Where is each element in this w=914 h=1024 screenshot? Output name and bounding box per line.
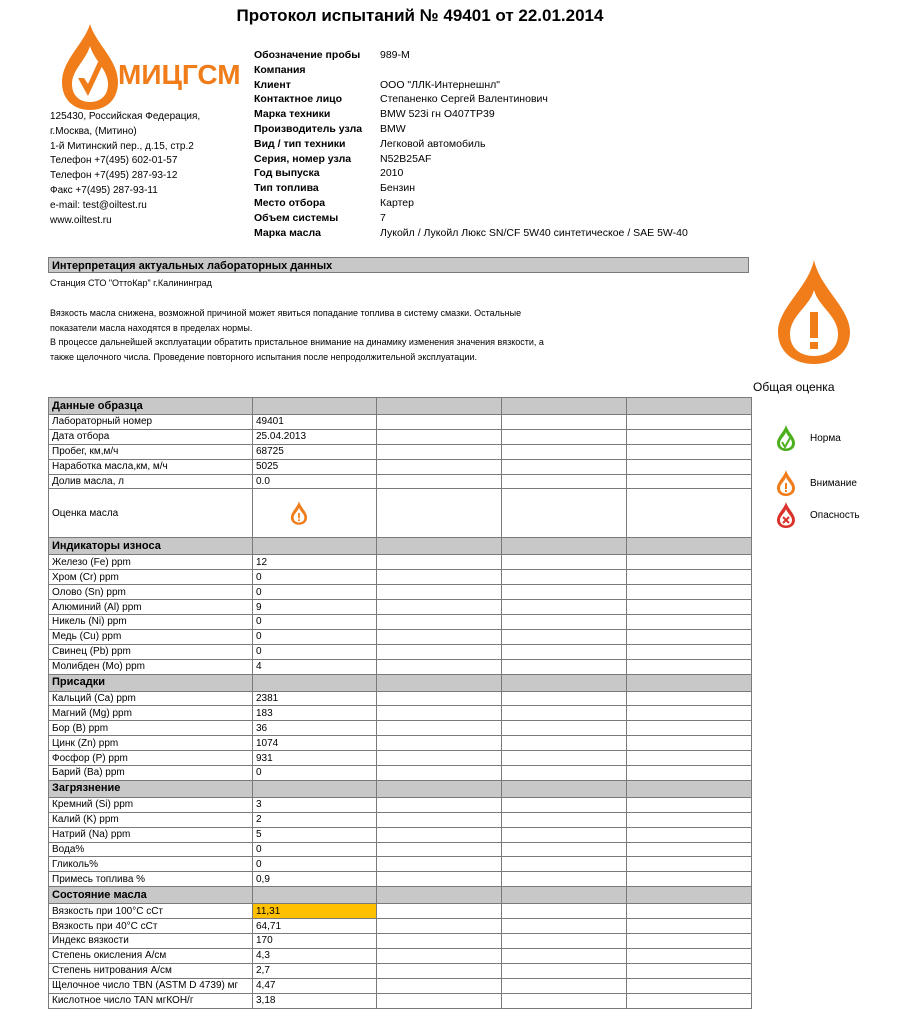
results-table xyxy=(48,397,752,1009)
row-value: 0 xyxy=(253,766,377,781)
meta-value: Картер xyxy=(380,196,414,209)
empty-cell xyxy=(627,415,752,430)
empty-cell xyxy=(377,600,502,615)
table-row xyxy=(49,978,752,993)
section-header-cell xyxy=(627,538,752,555)
row-label: Медь (Cu) ppm xyxy=(49,629,253,644)
empty-cell xyxy=(627,904,752,919)
section-heading: Индикаторы износа xyxy=(49,538,253,555)
empty-cell xyxy=(502,629,627,644)
section-header-cell xyxy=(627,887,752,904)
row-label: Молибден (Mo) ppm xyxy=(49,659,253,674)
table-row xyxy=(49,812,752,827)
empty-cell xyxy=(627,570,752,585)
section-header-row xyxy=(49,887,752,904)
meta-label: Место отбора xyxy=(254,196,326,209)
empty-cell xyxy=(627,555,752,570)
empty-cell xyxy=(377,415,502,430)
section-header-cell xyxy=(377,674,502,691)
empty-cell xyxy=(377,429,502,444)
empty-cell xyxy=(377,842,502,857)
empty-cell xyxy=(627,644,752,659)
empty-cell xyxy=(377,444,502,459)
section-header-cell xyxy=(502,538,627,555)
meta-value: 7 xyxy=(380,211,386,224)
meta-label: Контактное лицо xyxy=(254,93,343,106)
empty-cell xyxy=(502,600,627,615)
empty-cell xyxy=(627,993,752,1008)
legend-label: Норма xyxy=(810,432,841,444)
row-value: 11,31 xyxy=(253,904,377,919)
empty-cell xyxy=(502,857,627,872)
row-label: Никель (Ni) ppm xyxy=(49,615,253,630)
legend-label: Опасность xyxy=(810,509,860,521)
row-value: 0.0 xyxy=(253,474,377,489)
section-heading: Данные образца xyxy=(49,398,253,415)
meta-row xyxy=(254,152,688,167)
row-value: 9 xyxy=(253,600,377,615)
row-value: 4,3 xyxy=(253,948,377,963)
table-row xyxy=(49,629,752,644)
empty-cell xyxy=(502,827,627,842)
meta-row xyxy=(254,211,688,226)
table-row xyxy=(49,736,752,751)
empty-cell xyxy=(502,429,627,444)
empty-cell xyxy=(502,963,627,978)
empty-cell xyxy=(377,615,502,630)
row-label: Щелочное число TBN (ASTM D 4739) мг xyxy=(49,978,253,993)
sample-meta xyxy=(254,48,688,240)
empty-cell xyxy=(502,978,627,993)
row-label: Оценка масла xyxy=(49,489,253,538)
row-label: Натрий (Na) ppm xyxy=(49,827,253,842)
empty-cell xyxy=(502,585,627,600)
empty-cell xyxy=(627,963,752,978)
table-row xyxy=(49,919,752,934)
meta-row xyxy=(254,63,688,78)
empty-cell xyxy=(377,706,502,721)
company-line: 1-й Митинский пер., д.15, стр.2 xyxy=(50,140,194,152)
legend-label: Внимание xyxy=(810,477,857,489)
empty-cell xyxy=(502,659,627,674)
empty-cell xyxy=(502,444,627,459)
row-label: Бор (B) ppm xyxy=(49,721,253,736)
empty-cell xyxy=(377,585,502,600)
cross-drop-icon xyxy=(776,501,796,529)
meta-row xyxy=(254,122,688,137)
empty-cell xyxy=(627,919,752,934)
table-row xyxy=(49,993,752,1008)
empty-cell xyxy=(627,691,752,706)
row-value: 2 xyxy=(253,812,377,827)
row-label: Кремний (Si) ppm xyxy=(49,797,253,812)
logo-text: МИЦГСМ xyxy=(118,59,241,90)
company-line: Телефон +7(495) 602-01-57 xyxy=(50,155,178,167)
row-label: Пробег, км,м/ч xyxy=(49,444,253,459)
row-value: 5 xyxy=(253,827,377,842)
empty-cell xyxy=(502,919,627,934)
meta-label: Компания xyxy=(254,63,306,76)
empty-cell xyxy=(627,721,752,736)
meta-row xyxy=(254,48,688,63)
section-header-cell xyxy=(377,780,502,797)
empty-cell xyxy=(627,600,752,615)
row-label: Кальций (Ca) ppm xyxy=(49,691,253,706)
empty-cell xyxy=(377,459,502,474)
empty-cell xyxy=(627,978,752,993)
empty-cell xyxy=(377,948,502,963)
meta-value: ООО "ЛЛК-Интернешнл" xyxy=(380,78,500,91)
empty-cell xyxy=(502,489,627,538)
meta-value: Легковой автомобиль xyxy=(380,137,486,150)
table-row xyxy=(49,706,752,721)
row-value: 183 xyxy=(253,706,377,721)
meta-label: Объем системы xyxy=(254,211,339,224)
empty-cell xyxy=(377,919,502,934)
row-label: Барий (Ba) ppm xyxy=(49,766,253,781)
row-value: 12 xyxy=(253,555,377,570)
row-value: 170 xyxy=(253,934,377,949)
table-row xyxy=(49,691,752,706)
page-title: Протокол испытаний № 49401 от 22.01.2014 xyxy=(236,6,604,25)
empty-cell xyxy=(377,736,502,751)
meta-label: Клиент xyxy=(254,78,291,91)
empty-cell xyxy=(627,857,752,872)
table-row xyxy=(49,766,752,781)
section-header-cell xyxy=(502,674,627,691)
empty-cell xyxy=(502,812,627,827)
section-header-cell xyxy=(627,398,752,415)
table-row xyxy=(49,963,752,978)
section-heading: Загрязнение xyxy=(49,780,253,797)
row-label: Хром (Cr) ppm xyxy=(49,570,253,585)
row-value: 0 xyxy=(253,857,377,872)
row-value: 0 xyxy=(253,629,377,644)
empty-cell xyxy=(502,721,627,736)
row-value: 3 xyxy=(253,797,377,812)
table-row xyxy=(49,934,752,949)
table-row xyxy=(49,644,752,659)
table-row xyxy=(49,459,752,474)
meta-value: BMW 523i гн О407ТР39 xyxy=(380,108,495,121)
row-label: Кислотное число TAN мгКОН/г xyxy=(49,993,253,1008)
empty-cell xyxy=(502,415,627,430)
empty-cell xyxy=(502,474,627,489)
company-line: г.Москва, (Митино) xyxy=(50,125,137,137)
empty-cell xyxy=(502,842,627,857)
row-value: 64,71 xyxy=(253,919,377,934)
overall-warning-drop-icon xyxy=(774,258,854,368)
table-row xyxy=(49,904,752,919)
row-label: Лабораторный номер xyxy=(49,415,253,430)
company-website: www.oiltest.ru xyxy=(50,214,112,226)
empty-cell xyxy=(377,963,502,978)
meta-label: Марка техники xyxy=(254,108,331,121)
row-value: 3,18 xyxy=(253,993,377,1008)
empty-cell xyxy=(627,827,752,842)
section-header-cell xyxy=(377,538,502,555)
section-header-cell xyxy=(253,538,377,555)
interpretation-heading: Интерпретация актуальных лабораторных данных xyxy=(48,257,749,273)
row-value: 931 xyxy=(253,751,377,766)
meta-value: Лукойл / Лукойл Люкс SN/CF 5W40 синтетическое / SAE 5W-40 xyxy=(380,226,688,239)
empty-cell xyxy=(627,659,752,674)
section-header-cell xyxy=(502,398,627,415)
empty-cell xyxy=(502,736,627,751)
section-header-row xyxy=(49,538,752,555)
interpretation-text xyxy=(50,306,570,364)
row-label: Степень нитрования А/см xyxy=(49,963,253,978)
table-row xyxy=(49,721,752,736)
section-header-row xyxy=(49,780,752,797)
empty-cell xyxy=(627,489,752,538)
row-label: Наработка масла,км, м/ч xyxy=(49,459,253,474)
meta-row xyxy=(254,181,688,196)
empty-cell xyxy=(377,659,502,674)
section-header-cell xyxy=(377,887,502,904)
empty-cell xyxy=(377,857,502,872)
meta-row xyxy=(254,226,688,241)
empty-cell xyxy=(377,570,502,585)
row-label: Вязкость при 100°С сСт xyxy=(49,904,253,919)
empty-cell xyxy=(502,797,627,812)
row-value: 49401 xyxy=(253,415,377,430)
empty-cell xyxy=(502,555,627,570)
meta-row xyxy=(254,107,688,122)
meta-label: Тип топлива xyxy=(254,182,319,195)
table-row xyxy=(49,600,752,615)
empty-cell xyxy=(502,644,627,659)
table-row xyxy=(49,659,752,674)
meta-row xyxy=(254,78,688,93)
meta-value: Степаненко Сергей Валентинович xyxy=(380,93,548,106)
section-header-cell xyxy=(502,780,627,797)
meta-row xyxy=(254,196,688,211)
empty-cell xyxy=(627,812,752,827)
empty-cell xyxy=(627,585,752,600)
meta-row xyxy=(254,137,688,152)
empty-cell xyxy=(627,797,752,812)
meta-label: Вид / тип техники xyxy=(254,137,346,150)
empty-cell xyxy=(502,570,627,585)
legend-danger xyxy=(776,501,860,529)
empty-cell xyxy=(377,489,502,538)
table-row xyxy=(49,570,752,585)
station-name: Станция СТО "ОттоКар" г.Калининград xyxy=(50,278,212,288)
empty-cell xyxy=(502,751,627,766)
section-header-cell xyxy=(502,887,627,904)
row-value: 36 xyxy=(253,721,377,736)
row-label: Степень окисления А/см xyxy=(49,948,253,963)
row-value: 0 xyxy=(253,615,377,630)
row-value: 0 xyxy=(253,585,377,600)
section-header-row xyxy=(49,398,752,415)
legend-attention xyxy=(776,469,857,497)
empty-cell xyxy=(502,934,627,949)
table-row xyxy=(49,857,752,872)
empty-cell xyxy=(502,872,627,887)
table-row xyxy=(49,585,752,600)
row-value xyxy=(253,489,377,538)
table-row xyxy=(49,948,752,963)
meta-label: Год выпуска xyxy=(254,167,320,180)
row-value: 4,47 xyxy=(253,978,377,993)
empty-cell xyxy=(627,706,752,721)
row-value: 0 xyxy=(253,842,377,857)
empty-cell xyxy=(627,736,752,751)
row-label: Фосфор (P) ppm xyxy=(49,751,253,766)
meta-label: Производитель узла xyxy=(254,122,363,135)
meta-value: BMW xyxy=(380,122,406,135)
section-header-cell xyxy=(377,398,502,415)
empty-cell xyxy=(627,872,752,887)
empty-cell xyxy=(377,751,502,766)
empty-cell xyxy=(502,615,627,630)
empty-cell xyxy=(502,766,627,781)
row-value: 0,9 xyxy=(253,872,377,887)
row-label: Долив масла, л xyxy=(49,474,253,489)
row-value: 68725 xyxy=(253,444,377,459)
empty-cell xyxy=(377,934,502,949)
table-row xyxy=(49,872,752,887)
row-label: Гликоль% xyxy=(49,857,253,872)
empty-cell xyxy=(377,474,502,489)
section-heading: Состояние масла xyxy=(49,887,253,904)
empty-cell xyxy=(502,904,627,919)
section-header-cell xyxy=(627,780,752,797)
empty-cell xyxy=(502,993,627,1008)
row-value: 0 xyxy=(253,644,377,659)
empty-cell xyxy=(502,691,627,706)
row-label: Алюминий (Al) ppm xyxy=(49,600,253,615)
empty-cell xyxy=(627,459,752,474)
check-drop-icon xyxy=(776,424,796,452)
row-label: Вода% xyxy=(49,842,253,857)
table-row xyxy=(49,489,752,538)
empty-cell xyxy=(377,691,502,706)
meta-row xyxy=(254,92,688,107)
empty-cell xyxy=(377,812,502,827)
row-label: Свинец (Pb) ppm xyxy=(49,644,253,659)
empty-cell xyxy=(377,644,502,659)
empty-cell xyxy=(627,444,752,459)
meta-label: Марка масла xyxy=(254,226,321,239)
empty-cell xyxy=(627,948,752,963)
row-value: 1074 xyxy=(253,736,377,751)
interpretation-line: Вязкость масла снижена, возможной причиной может явиться попадание топлива в систему смазки. Остальные xyxy=(50,308,522,318)
empty-cell xyxy=(377,872,502,887)
row-label: Индекс вязкости xyxy=(49,934,253,949)
table-row xyxy=(49,615,752,630)
section-header-cell xyxy=(253,780,377,797)
empty-cell xyxy=(502,948,627,963)
meta-value: N52B25AF xyxy=(380,152,432,165)
company-line: 125430, Российская Федерация, xyxy=(50,111,201,122)
table-row xyxy=(49,797,752,812)
empty-cell xyxy=(377,978,502,993)
empty-cell xyxy=(377,827,502,842)
interpretation-line: также щелочного числа. Проведение повторного испытания после непродолжительной эксплуатации. xyxy=(50,351,477,362)
meta-value: 2010 xyxy=(380,167,404,180)
section-header-cell xyxy=(253,398,377,415)
row-label: Цинк (Zn) ppm xyxy=(49,736,253,751)
table-row xyxy=(49,474,752,489)
empty-cell xyxy=(627,842,752,857)
section-header-cell xyxy=(253,887,377,904)
row-label: Примесь топлива % xyxy=(49,872,253,887)
company-email: e-mail: test@oiltest.ru xyxy=(50,199,147,211)
empty-cell xyxy=(377,766,502,781)
meta-label: Обозначение пробы xyxy=(254,49,361,61)
empty-cell xyxy=(627,629,752,644)
row-label: Железо (Fe) ppm xyxy=(49,555,253,570)
empty-cell xyxy=(627,934,752,949)
table-row xyxy=(49,751,752,766)
legend-norm xyxy=(776,424,841,452)
empty-cell xyxy=(502,459,627,474)
meta-value: Бензин xyxy=(380,182,416,195)
row-value: 0 xyxy=(253,570,377,585)
exclamation-drop-icon xyxy=(290,500,308,526)
meta-value: 989-М xyxy=(380,49,410,61)
section-heading: Присадки xyxy=(49,674,253,691)
mitsgsm-logo xyxy=(52,22,252,112)
empty-cell xyxy=(627,751,752,766)
section-header-row xyxy=(49,674,752,691)
table-row xyxy=(49,827,752,842)
empty-cell xyxy=(627,474,752,489)
company-contacts xyxy=(50,110,200,228)
empty-cell xyxy=(377,797,502,812)
row-value: 4 xyxy=(253,659,377,674)
row-label: Калий (K) ppm xyxy=(49,812,253,827)
empty-cell xyxy=(627,615,752,630)
row-value: 2,7 xyxy=(253,963,377,978)
row-label: Олово (Sn) ppm xyxy=(49,585,253,600)
empty-cell xyxy=(627,766,752,781)
empty-cell xyxy=(377,721,502,736)
row-label: Дата отбора xyxy=(49,429,253,444)
exclamation-drop-icon xyxy=(776,469,796,497)
meta-row xyxy=(254,166,688,181)
interpretation-line: показатели масла находятся в пределах нормы. xyxy=(50,322,253,333)
table-row xyxy=(49,842,752,857)
company-line: Факс +7(495) 287-93-11 xyxy=(50,184,158,196)
empty-cell xyxy=(377,629,502,644)
interpretation-line: В процессе дальнейшей эксплуатации обратить пристальное внимание на динамику изменения значения вязкости, а xyxy=(50,337,544,348)
overall-assessment-label: Общая оценка xyxy=(753,380,835,394)
company-line: Телефон +7(495) 287-93-12 xyxy=(50,170,178,182)
row-label: Вязкость при 40°С сСт xyxy=(49,919,253,934)
empty-cell xyxy=(377,555,502,570)
row-value: 5025 xyxy=(253,459,377,474)
meta-label: Серия, номер узла xyxy=(254,152,352,165)
empty-cell xyxy=(377,993,502,1008)
section-header-cell xyxy=(253,674,377,691)
row-label: Магний (Mg) ppm xyxy=(49,706,253,721)
row-value: 2381 xyxy=(253,691,377,706)
empty-cell xyxy=(377,904,502,919)
row-value: 25.04.2013 xyxy=(253,429,377,444)
table-row xyxy=(49,555,752,570)
table-row xyxy=(49,429,752,444)
table-row xyxy=(49,415,752,430)
table-row xyxy=(49,444,752,459)
section-header-cell xyxy=(627,674,752,691)
empty-cell xyxy=(627,429,752,444)
empty-cell xyxy=(502,706,627,721)
